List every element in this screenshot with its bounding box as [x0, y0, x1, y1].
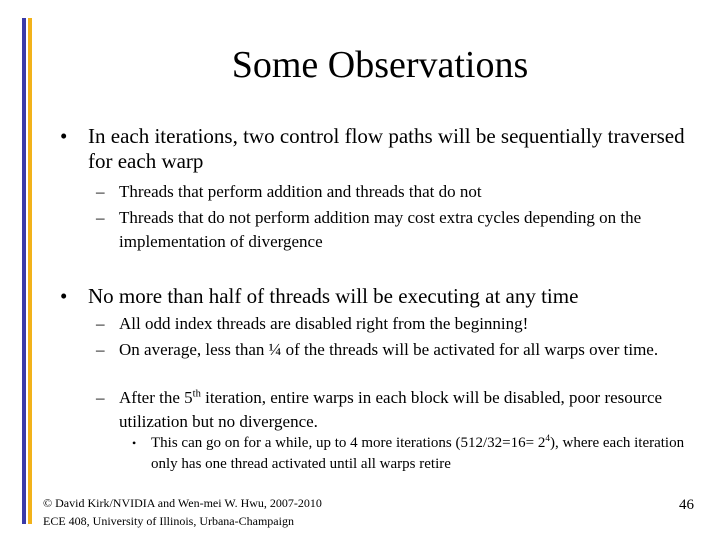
sub-bullet-2-2 [96, 338, 696, 362]
sub-bullet-text: All odd index threads are disabled right from the beginning! [119, 314, 529, 333]
sub-bullet-2-3 [96, 386, 696, 434]
sub-bullet-1-2 [96, 206, 696, 254]
sub-bullet-2-1 [96, 312, 696, 336]
text-part: This can go on for a while, up to 4 more iterations (512/32=16= 2 [151, 435, 546, 451]
sub-bullet-text: On average, less than ¼ of the threads will be activated for all warps over time. [119, 340, 659, 359]
dash-marker: – [96, 388, 105, 407]
page-number: 46 [679, 497, 694, 513]
bullet-marker: • [132, 436, 137, 450]
footer-line-2: ECE 408, University of Illinois, Urbana-Champaign [43, 514, 294, 528]
left-accent-bar-blue [22, 18, 26, 524]
slide-title: Some Observations [231, 44, 529, 86]
dash-marker: – [96, 208, 105, 227]
bullet-marker: • [60, 124, 68, 148]
sub-bullet-text: Threads that perform addition and threads that do not [119, 182, 482, 201]
superscript: th [192, 388, 201, 400]
text-part: ), where each iteration only has one thread activated until all warps retire [151, 435, 685, 472]
bullet-text: In each iterations, two control flow paths will be sequentially traversed for each warp [88, 124, 685, 173]
sub-sub-bullet-2-3-1 [132, 433, 702, 475]
dash-marker: – [96, 340, 105, 359]
bullet-2 [60, 284, 700, 309]
bullet-1 [60, 124, 700, 174]
sub-bullet-text: Threads that do not perform addition may cost extra cycles depending on the implementation of divergence [119, 208, 642, 251]
sub-bullet-text [119, 386, 696, 434]
left-accent-bar-gold [28, 18, 32, 524]
footer-line-1: © David Kirk/NVIDIA and Wen-mei W. Hwu, 2007-2010 [43, 496, 322, 510]
sub-sub-bullet-text [151, 433, 702, 475]
text-part: After the 5 [119, 388, 193, 407]
bullet-marker: • [60, 284, 68, 308]
dash-marker: – [96, 182, 105, 201]
footer-credits [43, 494, 322, 530]
bullet-text: No more than half of threads will be executing at any time [88, 284, 579, 308]
superscript: 4 [545, 434, 550, 444]
sub-bullet-1-1 [96, 180, 696, 204]
dash-marker: – [96, 314, 105, 333]
text-part: iteration, entire warps in each block will be disabled, poor resource utilization but no divergence. [119, 388, 663, 431]
